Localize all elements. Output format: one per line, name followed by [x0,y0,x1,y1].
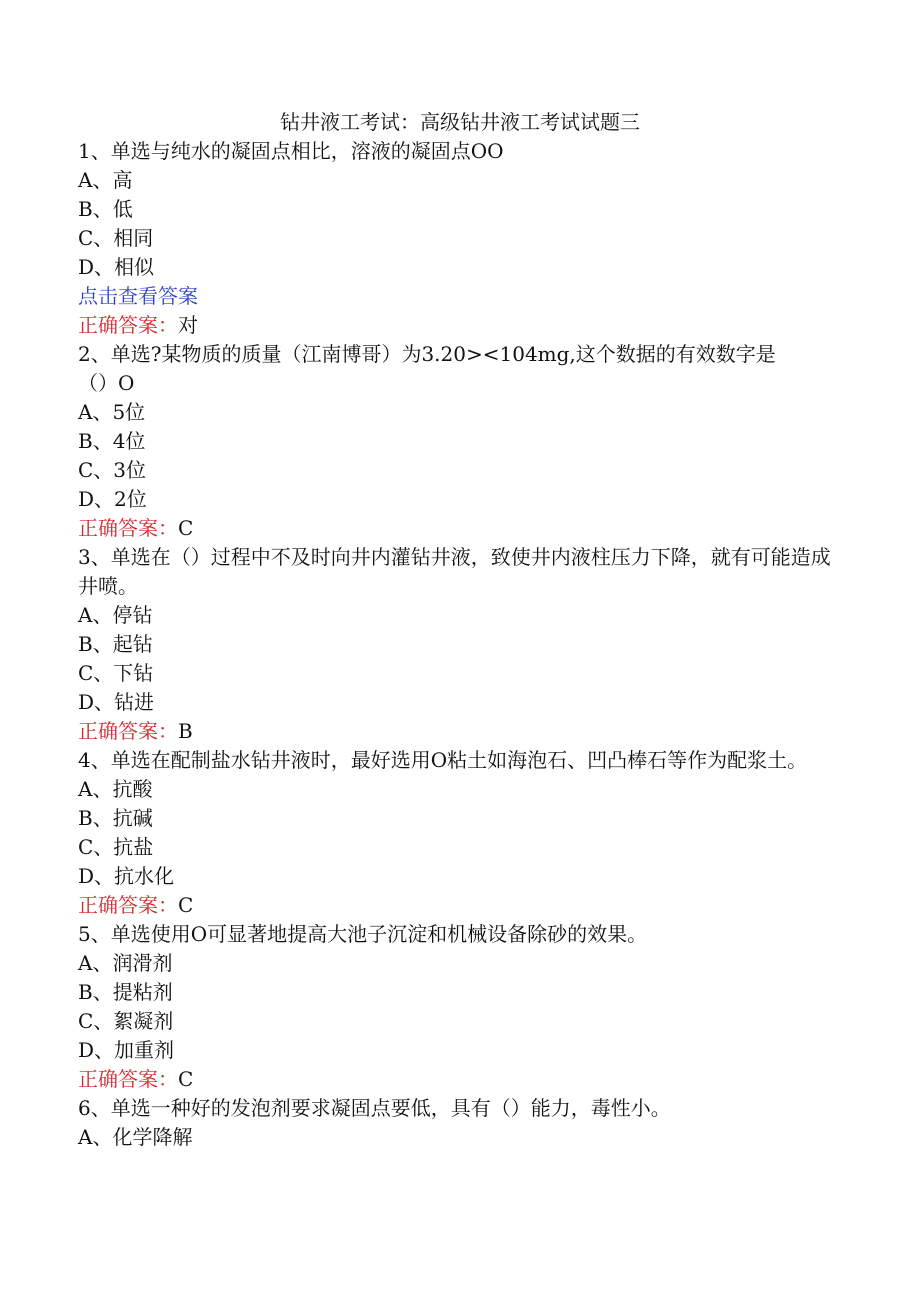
question-1 [78,137,838,340]
correct-answer [78,514,838,543]
question-stem-continuation: （）O [78,371,135,395]
option-c: C、絮凝剂 [78,1009,174,1033]
question-stem: 4、单选在配制盐水钻井液时，最好选用O粘土如海泡石、凹凸棒石等作为配浆土。 [78,748,808,772]
question-list [78,137,838,1152]
option-a: A、高 [78,168,133,192]
option-c: C、相同 [78,226,154,250]
option-a: A、化学降解 [78,1125,193,1149]
answer-label: 正确答案： [78,719,178,743]
option-c: C、3位 [78,458,147,482]
question-2 [78,340,838,543]
option-b: B、抗碱 [78,806,153,830]
correct-answer [78,717,838,746]
answer-value: C [178,516,194,540]
question-4 [78,746,838,920]
answer-label: 正确答案： [78,1067,178,1091]
question-stem: 3、单选在（）过程中不及时向井内灌钻井液，致使井内液柱压力下降，就有可能造成井喷。 [78,545,831,598]
option-c: C、下钻 [78,661,154,685]
option-b: B、低 [78,197,133,221]
question-stem: 1、单选与纯水的凝固点相比，溶液的凝固点OO [78,139,504,163]
option-d: D、加重剂 [78,1038,175,1062]
document-title: 钻井液工考试：高级钻井液工考试试题三 [280,110,640,134]
option-d: D、2位 [78,487,147,511]
question-stem: 6、单选一种好的发泡剂要求凝固点要低，具有（）能力，毒性小。 [78,1096,671,1120]
option-a: A、停钻 [78,603,153,627]
answer-value: C [178,893,194,917]
correct-answer [78,891,838,920]
question-3 [78,543,838,746]
answer-label: 正确答案： [78,893,178,917]
option-b: B、起钻 [78,632,153,656]
option-a: A、5位 [78,400,146,424]
question-5 [78,920,838,1094]
answer-value: 对 [178,313,198,337]
question-6 [78,1094,838,1152]
answer-value: B [178,719,193,743]
option-c: C、抗盐 [78,835,154,859]
option-a: A、抗酸 [78,777,153,801]
option-b: B、提粘剂 [78,980,173,1004]
question-stem: 5、单选使用O可显著地提高大池子沉淀和机械设备除砂的效果。 [78,922,648,946]
answer-label: 正确答案： [78,516,178,540]
answer-value: C [178,1067,194,1091]
correct-answer [78,311,838,340]
question-stem: 2、单选?某物质的质量（江南博哥）为3.20><104mg,这个数据的有效数字是 [78,342,776,366]
option-a: A、润滑剂 [78,951,173,975]
correct-answer [78,1065,838,1094]
option-b: B、4位 [78,429,146,453]
option-d: D、相似 [78,255,155,279]
option-d: D、钻进 [78,690,155,714]
option-d: D、抗水化 [78,864,175,888]
view-answer-link[interactable]: 点击查看答案 [78,284,198,308]
answer-label: 正确答案： [78,313,178,337]
